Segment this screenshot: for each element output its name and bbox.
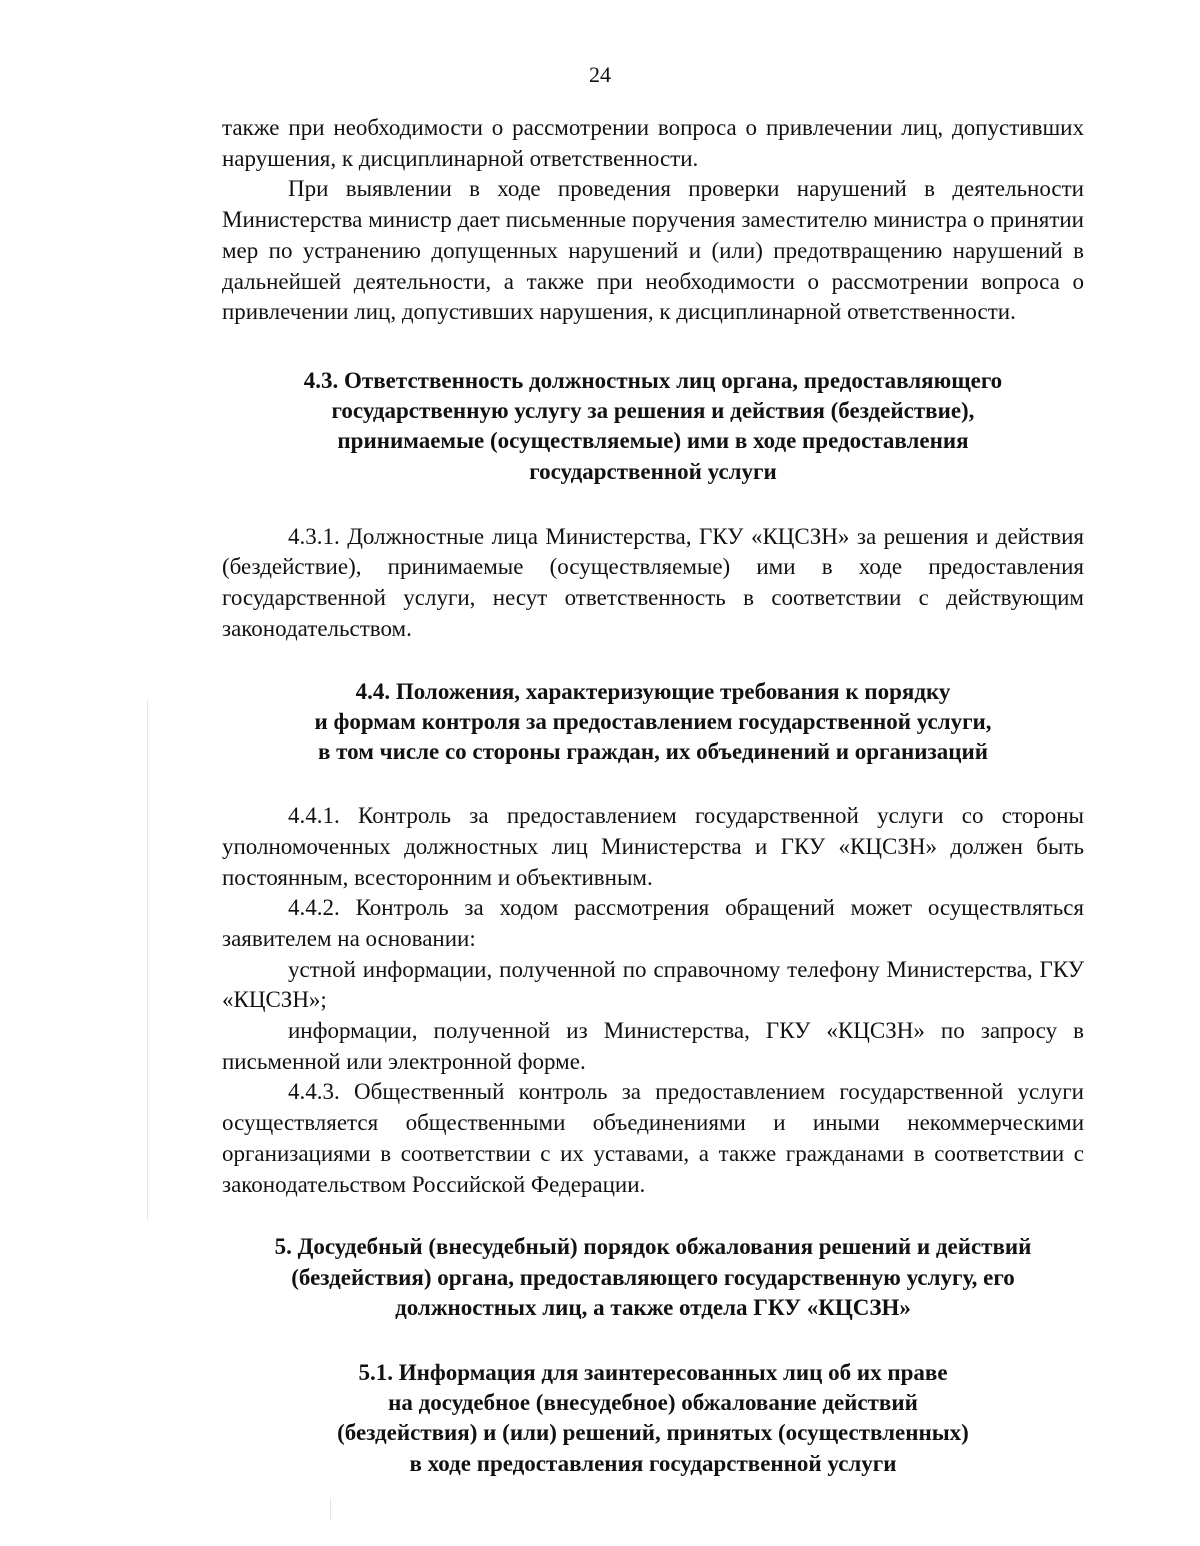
paragraph-4-4-1: 4.4.1. Контроль за предоставлением государственной услуги со стороны уполномоченных должностных лиц Министерства и ГКУ «КЦСЗН» должен быть постоянным, всесторонним и объективным.: [222, 803, 1084, 890]
heading-section-5: [222, 1232, 1084, 1323]
paragraph-continuation: также при необходимости о рассмотрении вопроса о привлечении лиц, допустивших нарушения, к дисциплинарной ответственности.: [222, 115, 1084, 171]
heading-section-4-3: [222, 366, 1084, 487]
paragraph-4-3-1: 4.3.1. Должностные лица Министерства, ГКУ «КЦСЗН» за решения и действия (бездействие), принимаемые (осуществляемые) ими в ходе предоставления государственной услуги, несут ответственность в соответствии с действующим законодательством.: [222, 523, 1084, 641]
heading-line: 5.1. Информация для заинтересованных лиц об их праве: [358, 1359, 948, 1385]
heading-line: 4.4. Положения, характеризующие требования к порядку: [355, 678, 951, 704]
heading-line: в том числе со стороны граждан, их объединений и организаций: [318, 738, 988, 764]
scan-edge-mark: [147, 700, 148, 1220]
page-number: 24: [589, 62, 611, 87]
paragraph-4-4-2: 4.4.2. Контроль за ходом рассмотрения обращений может осуществляться заявителем на основании:: [222, 895, 1084, 951]
heading-line: 4.3. Ответственность должностных лиц органа, предоставляющего: [303, 367, 1003, 393]
heading-line: (бездействия) и (или) решений, принятых (осуществленных): [337, 1420, 969, 1446]
heading-line: и формам контроля за предоставлением государственной услуги,: [314, 708, 992, 734]
heading-line: государственной услуги: [529, 458, 777, 484]
heading-line: должностных лиц, а также отдела ГКУ «КЦСЗН»: [395, 1294, 911, 1320]
heading-section-4-4: [222, 677, 1084, 768]
page-content: [222, 113, 1084, 1479]
paragraph-inspection-violations: При выявлении в ходе проведения проверки нарушений в деятельности Министерства министр дает письменные поручения заместителю министра о принятии мер по устранению допущенных нарушений и (или) предотвращению нарушений в дальнейшей деятельности, а также при необходимости о рассмотрении вопроса о привлечении лиц, допустивших нарушения, к дисциплинарной ответственности.: [222, 176, 1084, 325]
paragraph-4-4-3: 4.4.3. Общественный контроль за предоставлением государственной услуги осуществляется общественными объединениями и иными некоммерческими организациями в соответствии с их уставами, а также гражданами в соответствии с законодательством Российской Федерации.: [222, 1079, 1084, 1197]
heading-line: (бездействия) органа, предоставляющего государственную услугу, его: [291, 1264, 1015, 1290]
heading-line: государственную услугу за решения и действия (бездействие),: [331, 398, 975, 424]
heading-section-5-1: [222, 1358, 1084, 1479]
paragraph-oral-information: устной информации, полученной по справочному телефону Министерства, ГКУ «КЦСЗН»;: [222, 956, 1084, 1013]
heading-line: в ходе предоставления государственной услуги: [409, 1450, 897, 1476]
heading-line: 5. Досудебный (внесудебный) порядок обжалования решений и действий: [274, 1234, 1032, 1260]
heading-line: принимаемые (осуществляемые) ими в ходе предоставления: [337, 428, 969, 454]
heading-line: на досудебное (внесудебное) обжалование действий: [388, 1390, 918, 1416]
scan-edge-mark: [330, 1498, 331, 1520]
paragraph-written-information: информации, полученной из Министерства, ГКУ «КЦСЗН» по запросу в письменной или электронной форме.: [222, 1018, 1084, 1074]
